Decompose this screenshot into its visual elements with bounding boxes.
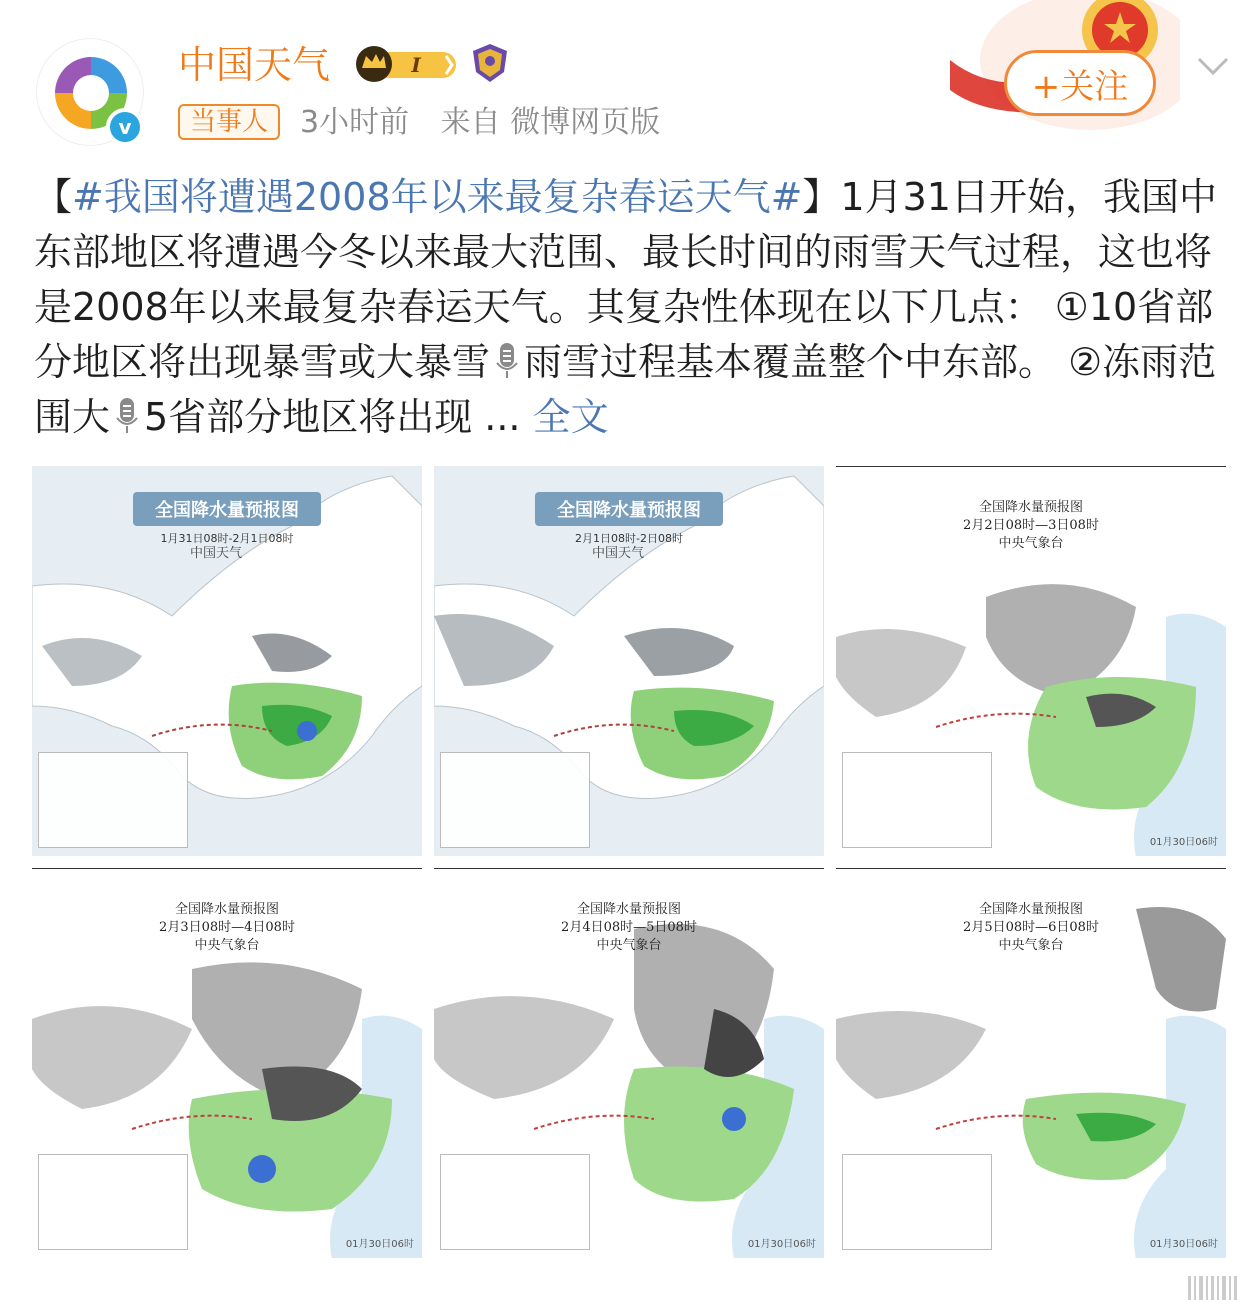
map-stamp: 01月30日06时: [747, 1239, 816, 1250]
map-title: 全国降水量预报图: [174, 902, 279, 917]
map-stamp: 01月30日06时: [345, 1239, 414, 1250]
shield-badge-icon[interactable]: [470, 42, 510, 84]
map-legend: [842, 752, 992, 848]
post-text-part1: 1月31日开始，我国中东部地区将遭遇今冬以来最大范围、最长时间的雨雪天气过程，这也将是2008年以来最复杂春运天气。其复杂性体现在以下几点： ①10省部分地区将出现暴雪或大暴雪: [34, 175, 1217, 384]
level-badge: I: [411, 53, 421, 77]
bracket-close: 】: [802, 175, 841, 219]
map-legend: [38, 1154, 188, 1250]
map-title-block: [434, 492, 824, 546]
post-time: 3小时前: [300, 105, 410, 140]
map-brand: 中国天气: [592, 546, 645, 561]
insider-tag: 当事人: [178, 104, 280, 140]
image-thumbnail-3[interactable]: [836, 466, 1226, 856]
post-meta: [300, 104, 682, 142]
read-more-link[interactable]: 全文: [532, 395, 609, 439]
map-stamp: 01月30日06时: [1149, 1239, 1218, 1250]
map-title: 全国降水量预报图: [978, 902, 1083, 917]
map-title: 全国降水量预报图: [978, 500, 1083, 515]
post-text: [34, 170, 1224, 445]
image-thumbnail-1[interactable]: [32, 466, 422, 856]
bracket-open: 【: [34, 175, 73, 219]
post-header: [0, 0, 1260, 160]
barcode-icon: [1186, 1272, 1242, 1304]
image-thumbnail-2[interactable]: [434, 466, 824, 856]
username[interactable]: 中国天气: [178, 43, 331, 87]
map-legend: [38, 752, 188, 848]
image-thumbnail-6[interactable]: [836, 868, 1226, 1258]
map-stamp: 01月30日06时: [1149, 837, 1218, 848]
image-grid: [32, 466, 1226, 1258]
map-issuer: 中央气象台: [194, 938, 260, 953]
map-brand: 中国天气: [190, 546, 243, 561]
microphone-icon: [494, 341, 520, 381]
map-title: 全国降水量预报图: [535, 492, 723, 526]
follow-button[interactable]: +关注: [1004, 50, 1156, 116]
post-text-part2: 雨雪过程基本覆盖整个中东部。 ②冻雨范围大: [34, 340, 1217, 439]
map-period: 2月3日08时—4日08时: [159, 920, 295, 935]
map-title: 全国降水量预报图: [576, 902, 681, 917]
map-period: 2月5日08时—6日08时: [963, 920, 1099, 935]
map-title-block: [836, 499, 1226, 553]
map-issuer: 中央气象台: [998, 536, 1064, 551]
hashtag-link[interactable]: #我国将遭遇2008年以来最复杂春运天气#: [72, 175, 803, 219]
map-title: 全国降水量预报图: [133, 492, 321, 526]
map-legend: [842, 1154, 992, 1250]
map-period: 1月31日08时-2月1日08时: [160, 532, 294, 545]
map-title-block: [434, 901, 824, 955]
map-legend: [440, 1154, 590, 1250]
map-period: 2月2日08时—3日08时: [963, 518, 1099, 533]
image-thumbnail-5[interactable]: [434, 868, 824, 1258]
map-period: 2月1日08时-2日08时: [575, 532, 683, 545]
chevron-down-icon[interactable]: [1196, 54, 1230, 78]
map-title-block: [32, 901, 422, 955]
member-crown-badge-icon[interactable]: [352, 44, 460, 84]
map-issuer: 中央气象台: [596, 938, 662, 953]
map-title-block: [836, 901, 1226, 955]
map-legend: [440, 752, 590, 848]
map-title-block: [32, 492, 422, 546]
post-text-part3: 5省部分地区将出现 ...: [144, 395, 521, 439]
post-source[interactable]: 来自 微博网页版: [440, 105, 661, 140]
microphone-icon: [114, 396, 140, 436]
map-issuer: 中央气象台: [998, 938, 1064, 953]
verified-badge-icon: v: [106, 108, 144, 146]
map-period: 2月4日08时—5日08时: [561, 920, 697, 935]
image-thumbnail-4[interactable]: [32, 868, 422, 1258]
